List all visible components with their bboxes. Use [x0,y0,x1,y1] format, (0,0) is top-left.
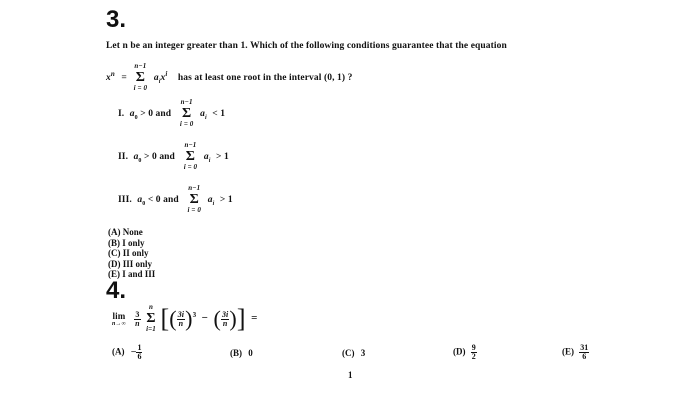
choice-den: 6 [137,352,142,361]
limit-sub: n→∞ [112,321,126,327]
condition-a-sub: 0 [138,158,142,165]
condition-sigma [179,98,194,128]
condition-term: a [203,152,209,163]
condition-sum-bot: i = 0 [183,163,198,171]
choice-d[interactable] [453,344,477,361]
eq-term: a [153,73,159,84]
minus-sign: − [201,312,209,325]
condition-sum-top: n−1 [180,98,193,106]
choice-num: 31 [580,343,589,352]
condition-a: a [133,152,139,163]
condition-sum-top: n−1 [188,184,201,192]
condition-compare: > 1 [219,195,233,206]
condition-label: II. [118,152,129,163]
choice-label: (D) [453,346,466,357]
condition-term: a [200,109,205,120]
right-paren: ) [185,306,193,331]
choice-label: (E) [562,346,574,357]
condition-sum-bot: i = 0 [179,120,194,128]
condition-term-sub: i [212,201,215,208]
left-paren: ( [169,306,177,331]
choice-den: 6 [582,352,587,361]
choice-label: (B) [230,348,242,358]
choice-value: 3 [360,348,366,358]
left-bracket: [ [160,304,170,333]
condition-sum-top: n−1 [184,141,197,149]
condition-label: III. [118,195,132,206]
term1-den: n [178,318,184,328]
condition-a: a [137,195,143,206]
condition-relation: > 0 and [140,109,172,120]
left-paren: ( [213,306,221,331]
eq-term-sup: i [165,70,168,78]
condition-sum-bot: i = 0 [187,206,201,214]
eq-lhs-sup: n [110,70,115,78]
limit-text: lim [112,311,126,321]
condition-sigma [187,184,201,214]
choice-label: (A) [112,346,125,357]
right-paren: ) [229,306,237,331]
eq-lhs: x [106,73,111,84]
condition-relation: < 0 and [147,195,179,206]
q4-sum-bot: i=1 [146,325,156,333]
q4-sum-top: n [149,303,153,311]
term1-exp: 3 [192,311,197,320]
term1-num: 3i [177,309,185,319]
eq-sigma [133,61,148,92]
condition-sigma [183,141,198,171]
eq-term-sub: i [158,79,161,86]
option-a[interactable]: (A) None [108,227,143,237]
choice-den: 2 [471,352,476,361]
condition-a: a [129,109,135,120]
sigma-symbol: Σ [185,149,196,164]
coef-num: 3 [135,309,140,319]
option-c[interactable]: (C) II only [108,248,149,258]
eq-term-x: x [160,73,166,84]
eq-tail: has at least one root in the interval (0, 1) ? [177,73,353,84]
coef-fraction [134,311,140,328]
choice-label: (C) [342,348,355,358]
condition-compare: < 1 [212,109,226,120]
condition-term-sub: i [208,158,211,165]
choice-c[interactable] [342,348,365,359]
option-b[interactable]: (B) I only [108,237,145,248]
question-3-options [108,227,155,280]
question-4-number: 4. [106,277,127,304]
question-3-equation [106,61,353,92]
choice-fraction [471,344,477,361]
question-3-number: 3. [106,6,127,33]
condition-3 [118,184,233,214]
eq-sum-bot: i = 0 [133,83,148,92]
sigma-symbol: Σ [135,69,145,85]
choice-b[interactable] [230,348,253,359]
choice-num: 9 [471,343,476,352]
coef-den: n [135,318,140,328]
condition-1 [118,98,226,128]
condition-relation: > 0 and [144,152,175,163]
condition-a-sub: 0 [134,115,138,122]
option-d[interactable]: (D) III only [108,258,153,269]
choice-fraction [579,344,589,361]
choice-num: 1 [137,343,142,352]
right-bracket: ] [236,304,246,333]
equals-sign: = [251,312,258,325]
term1-fraction [177,311,185,328]
condition-2 [118,141,229,171]
eq-equals: = [121,73,127,84]
choice-value: 0 [248,348,253,358]
condition-term-sub: i [204,115,207,122]
sigma-symbol: Σ [146,311,156,326]
q4-sigma [144,303,158,333]
page-number: 1 [348,370,353,380]
sigma-symbol: Σ [189,192,199,207]
choice-fraction [136,344,142,361]
choice-sign: − [130,346,137,358]
option-e[interactable]: (E) I and III [108,269,156,279]
term2-den: n [222,318,228,328]
choice-e[interactable] [562,344,589,361]
limit [112,311,126,327]
condition-label: I. [118,109,125,120]
question-3-stem: Let n be an integer greater than 1. Which of the following conditions guarantee that the equation [106,41,507,51]
condition-a-sub: 0 [142,201,146,208]
condition-compare: > 1 [216,152,229,163]
eq-sum-top: n−1 [134,61,147,70]
choice-a[interactable] [112,344,142,361]
term2-num: 3i [221,309,229,319]
question-4-expression [112,304,257,338]
condition-term: a [207,195,213,206]
sigma-symbol: Σ [182,106,192,121]
